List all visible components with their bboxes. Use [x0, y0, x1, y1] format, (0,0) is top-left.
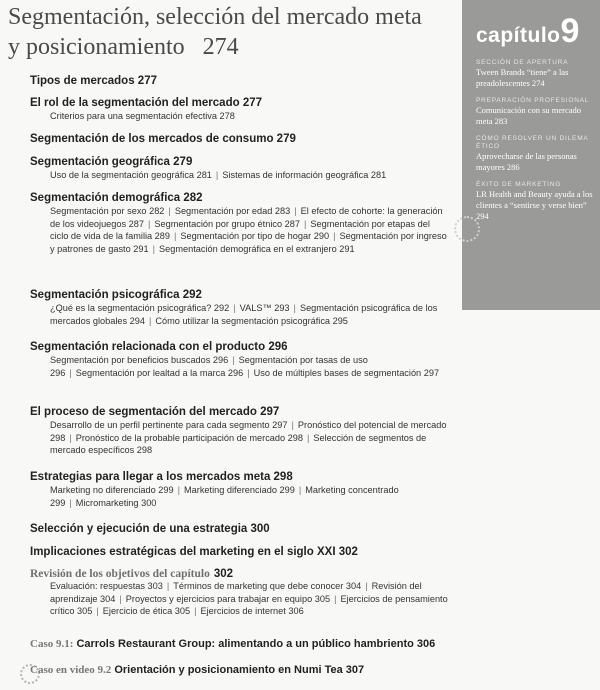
toc-subentry: Pronóstico de la probable participación de mercado 298: [75, 432, 304, 443]
toc-heading: Tipos de mercados 277: [30, 75, 157, 87]
case-label: Caso en video 9.2: [30, 664, 112, 676]
chapter-label: [476, 12, 600, 51]
case-title: Carrols Restaurant Group: alimentando a un público hambriento 306: [76, 638, 436, 650]
sidebar-section: [476, 97, 594, 127]
toc-heading: Segmentación demográfica 282: [30, 192, 203, 204]
toc-subentry: Segmentación por tasas de uso 296: [50, 355, 368, 378]
toc-subentries: Segmentación por sexo 282 | Segmentación por edad 283 | El efecto de cohorte: la generación de los videojuegos 287 | Segmentación por grupo étnico 287 | Segmentación por etapas del ciclo de vida de la familia 289 | Segmentación por tipo de hogar 290 | Segmentación por ingreso y patrones de gasto 291 | Segmentación demográfica en el extranjero 291: [50, 206, 447, 254]
toc-subentries: Desarrollo de un perfil pertinente para cada segmento 297 | Pronóstico del potencial de mercado 298 | Pronóstico de la probable participación de mercado 298 | Selección de segmentos de mercado específicos 298: [50, 420, 447, 455]
toc-subentries: Marketing no diferenciado 299 | Marketing diferenciado 299 | Marketing concentrado 299 | Micromarketing 300: [50, 485, 399, 508]
toc-subentry: Cómo utilizar la segmentación psicográfica 295: [155, 315, 348, 326]
toc-subentry: Segmentación por sexo 282: [50, 206, 165, 216]
toc-entry: [30, 96, 450, 123]
review-section: [30, 568, 450, 618]
toc-entry: [30, 522, 270, 536]
toc-subentry: ¿Qué es la segmentación psicográfica? 292: [50, 303, 230, 313]
toc-subentry: Revisión del aprendizaje 304: [50, 581, 422, 604]
toc-subentry: Selección de segmentos de mercado específicos 298: [50, 432, 427, 455]
toc-subentry: Ejercicio de ética 305: [102, 606, 191, 616]
sidebar-section-text: Comunicación con su mercado meta 283: [476, 105, 582, 126]
case-entry: [30, 664, 364, 676]
toc-entry: [30, 340, 450, 379]
sidebar-section-text: Aprovecharse de las personas mayores 286: [476, 151, 577, 172]
chapter-sidebar: [462, 0, 600, 310]
toc-entry: [30, 545, 358, 559]
toc-entry: [30, 191, 450, 255]
sidebar-section-heading: PREPARACIÓN PROFESIONAL: [476, 97, 590, 104]
toc-heading: El proceso de segmentación del mercado 297: [30, 406, 280, 418]
toc-subentry: Micromarketing 300: [75, 497, 157, 508]
toc-subentry: Segmentación por ingreso y patrones de gasto 291: [50, 231, 447, 254]
toc-subentry: Segmentación demográfica en el extranjero 291: [158, 243, 355, 254]
toc-subentry: Uso de la segmentación geográfica 281: [50, 170, 212, 180]
case-label: Caso 9.1:: [30, 638, 74, 650]
toc-entry: [30, 155, 450, 182]
toc-subentry: Ejercicios de internet 306: [200, 606, 304, 616]
toc-heading: Segmentación de los mercados de consumo 279: [30, 133, 296, 145]
toc-heading: Segmentación psicográfica 292: [30, 289, 202, 301]
toc-subentry: Pronóstico del potencial de mercado 298: [50, 420, 447, 443]
page-title: [8, 2, 428, 62]
toc-subentry: Proyectos y ejercicios para trabajar en equipo 305: [125, 593, 331, 604]
toc-subentry: Evaluación: respuestas 303: [50, 581, 163, 591]
toc-heading: Segmentación geográfica 279: [30, 156, 193, 168]
toc-subentry: Segmentación por etapas del ciclo de vida de la familia 289: [50, 218, 430, 241]
toc-subentries: [50, 110, 450, 123]
toc-subentry: Ejercicios de pensamiento crítico 305: [50, 593, 448, 616]
toc-subentry: Marketing concentrado 299: [50, 485, 399, 508]
review-heading: [30, 568, 450, 580]
toc-subentry: Marketing diferenciado 299: [184, 485, 295, 495]
toc-subentry: Segmentación por tipo de hogar 290: [180, 231, 330, 241]
sidebar-section: [476, 59, 594, 89]
toc-entry: [30, 288, 450, 327]
toc-subentry: Segmentación por lealtad a la marca 296: [75, 367, 244, 378]
toc-subentries: Uso de la segmentación geográfica 281 | Sistemas de información geográfica 281: [50, 170, 387, 180]
case-entry: [30, 638, 435, 650]
toc-subentry: Criterios para una segmentación efectiva 278: [50, 111, 235, 121]
case-title: Orientación y posicionamiento en Numi Tea 307: [114, 664, 365, 676]
review-page: 302: [213, 568, 234, 580]
toc-heading: Segmentación relacionada con el producto 296: [30, 341, 288, 353]
toc-heading: Estrategias para llegar a los mercados meta 298: [30, 471, 293, 483]
review-heading-text: Revisión de los objetivos del capítulo: [30, 568, 210, 580]
toc-entry: [30, 405, 450, 457]
title-line-2: y posicionamiento: [8, 34, 185, 60]
sidebar-section-heading: CÓMO RESOLVER UN DILEMA ÉTICO: [476, 135, 589, 150]
toc-entry: [30, 470, 450, 509]
toc-subentries: ¿Qué es la segmentación psicográfica? 292 | VALS™ 293 | Segmentación psicográfica de los mercados globales 294 | Cómo utilizar la segmentación psicográfica 295: [50, 303, 438, 326]
chapter-number: 9: [560, 12, 580, 50]
toc-subentry: Marketing no diferenciado 299: [50, 485, 174, 495]
sidebar-section: [476, 181, 594, 222]
sidebar-section: [476, 135, 594, 173]
toc-subentry: Términos de marketing que debe conocer 304: [173, 581, 362, 591]
toc-subentry: Segmentación por beneficios buscados 296: [50, 355, 229, 365]
toc-heading: Selección y ejecución de una estrategia 300: [30, 523, 270, 535]
sidebar-section-heading: ÉXITO DE MARKETING: [476, 181, 562, 188]
sidebar-section-heading: SECCIÓN DE APERTURA: [476, 59, 569, 66]
toc-subentry: Sistemas de información geográfica 281: [222, 170, 387, 180]
toc-entry: [30, 74, 157, 88]
toc-subentry: Segmentación por grupo étnico 287: [154, 218, 300, 229]
review-subentries: Evaluación: respuestas 303 | Términos de marketing que debe conocer 304 | Revisión del aprendizaje 304 | Proyectos y ejercicios para trabajar en equipo 305 | Ejercicios de pensamiento crítico 305 | Ejercicio de ética 305 | Ejercicios de internet 306: [50, 581, 448, 616]
toc-subentry: Uso de múltiples bases de segmentación 297: [253, 367, 440, 378]
toc-subentry: Segmentación psicográfica de los mercados globales 294: [50, 303, 438, 326]
toc-heading: Implicaciones estratégicas del marketing en el siglo XXI 302: [30, 546, 358, 558]
title-page-number: 274: [202, 34, 239, 60]
toc-subentry: Desarrollo de un perfil pertinente para cada segmento 297: [50, 420, 288, 430]
toc-subentry: El efecto de cohorte: la generación de los videojuegos 287: [50, 206, 443, 229]
toc-subentry: VALS™ 293: [239, 303, 290, 313]
toc-subentry: Segmentación por edad 283: [174, 206, 291, 216]
sidebar-section-text: Tween Brands “tiene” a las preadolescentes 274: [476, 67, 569, 88]
title-line-1: Segmentación, selección del mercado meta: [8, 4, 422, 30]
decorative-circle-icon: [454, 216, 480, 242]
toc-subentries: Segmentación por beneficios buscados 296 | Segmentación por tasas de uso 296 | Segmentación por lealtad a la marca 296 | Uso de múltiples bases de segmentación 297: [50, 355, 440, 378]
sidebar-section-text: LR Health and Beauty ayuda a los clientes a “sentirse y verse bien” 294: [476, 189, 593, 221]
chapter-word: capítulo: [476, 24, 561, 47]
toc-heading: El rol de la segmentación del mercado 277: [30, 97, 263, 109]
toc-entry: [30, 132, 296, 146]
